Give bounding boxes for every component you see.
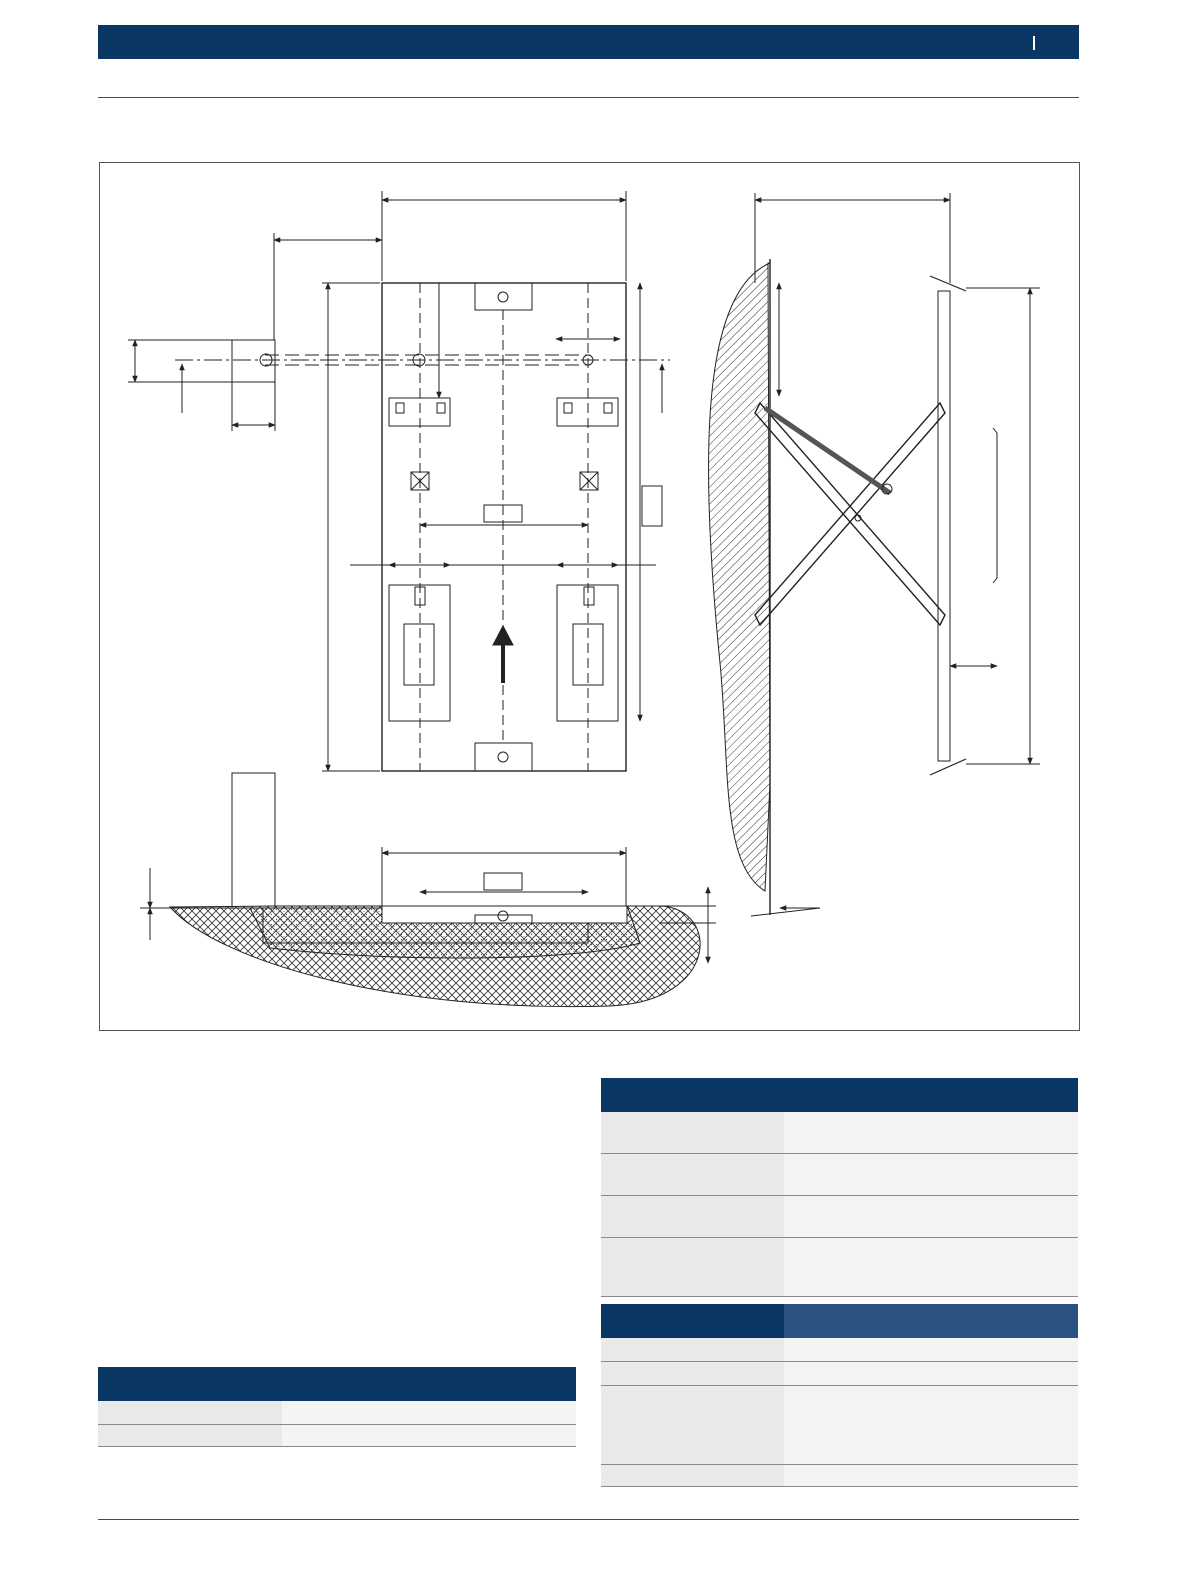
header-rule — [98, 97, 1079, 98]
table-row — [601, 1154, 1078, 1196]
footer-rule — [98, 1519, 1079, 1520]
table-row — [98, 1401, 576, 1425]
table-cell-key — [601, 1465, 784, 1486]
table-cell-value — [784, 1196, 1078, 1237]
table-cell-key — [601, 1112, 784, 1153]
table-cell-value — [282, 1425, 576, 1446]
table-cell-value — [784, 1362, 1078, 1385]
table-row — [601, 1196, 1078, 1238]
table-row — [98, 1425, 576, 1447]
table-row — [601, 1465, 1078, 1487]
table-row — [601, 1238, 1078, 1297]
spec-table-left — [98, 1367, 576, 1447]
header-separator — [1033, 36, 1035, 50]
table-header — [98, 1367, 576, 1401]
table-cell-key — [601, 1154, 784, 1195]
table-cell-key — [601, 1362, 784, 1385]
table-cell-value — [282, 1401, 576, 1424]
top-plate — [475, 283, 532, 310]
technical-drawing-frame — [99, 162, 1080, 1031]
table-cell-key — [601, 1386, 784, 1464]
table-cell-value — [784, 1238, 1078, 1296]
table-cell-key — [601, 1196, 784, 1237]
table-row — [601, 1386, 1078, 1465]
spec-table-right-bottom — [601, 1304, 1078, 1487]
table-cell-value — [784, 1338, 1078, 1361]
technical-drawing — [100, 163, 1081, 1032]
spec-table-right-top — [601, 1078, 1078, 1297]
table-cell-key — [98, 1425, 282, 1446]
table-row — [601, 1362, 1078, 1386]
table-row — [601, 1338, 1078, 1362]
table-cell-value — [784, 1112, 1078, 1153]
table-cell-value — [784, 1154, 1078, 1195]
table-cell-value — [784, 1386, 1078, 1464]
table-header — [601, 1304, 1078, 1338]
table-cell-key — [98, 1401, 282, 1424]
table-cell-value — [784, 1465, 1078, 1486]
platform-outline — [382, 283, 626, 771]
table-row — [601, 1112, 1078, 1154]
foundation-section — [708, 263, 770, 891]
table-cell-key — [601, 1238, 784, 1296]
pillar — [232, 773, 275, 908]
header-bar — [98, 25, 1079, 59]
table-header — [601, 1078, 1078, 1112]
control-box — [232, 340, 275, 382]
table-cell-key — [601, 1338, 784, 1361]
bottom-plate — [475, 743, 532, 771]
